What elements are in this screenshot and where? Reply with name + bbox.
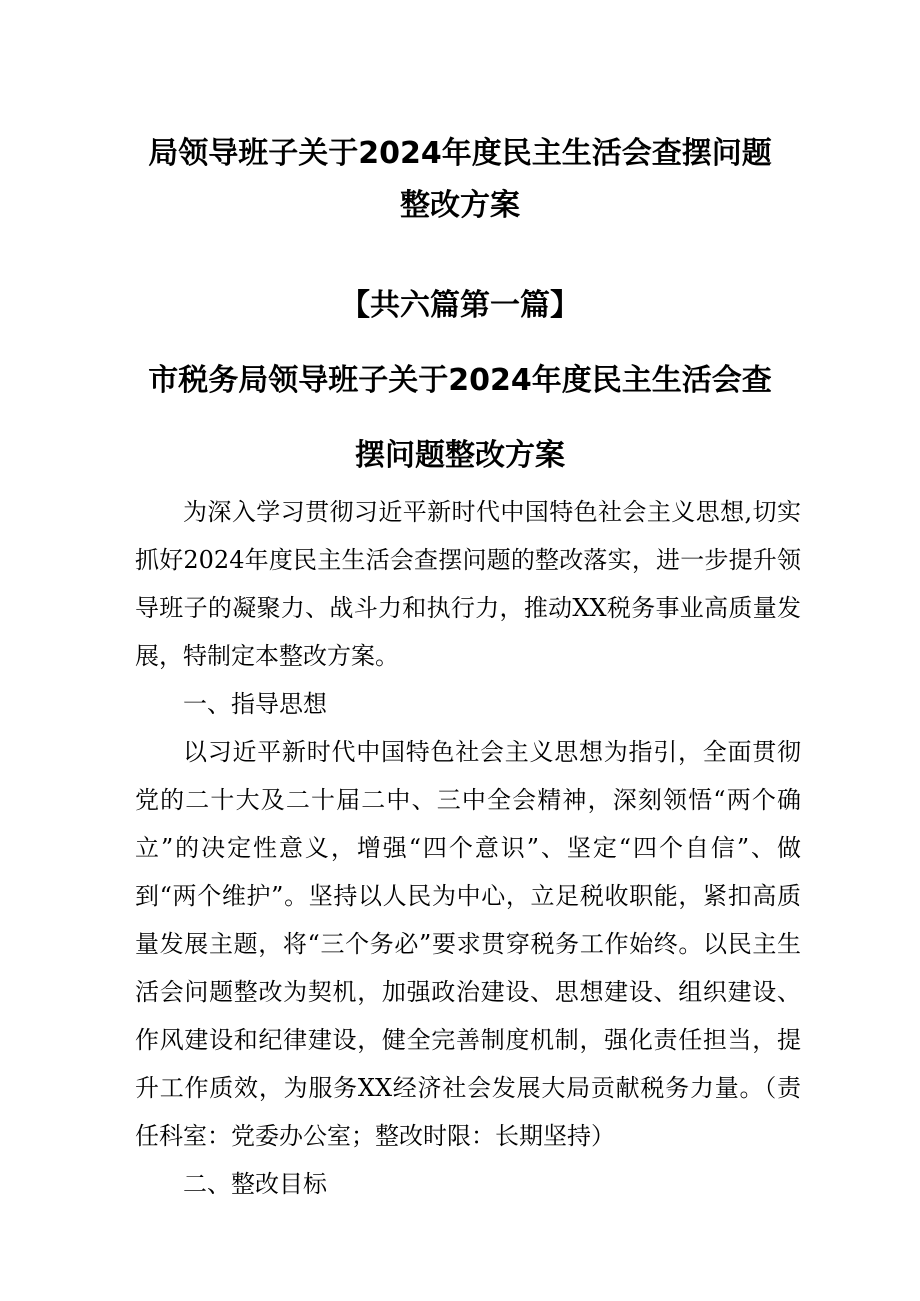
intro-paragraph: 为深入学习贯彻习近平新时代中国特色社会主义思想,切实抓好2024年度民主生活会查摆问题的整改落实，进一步提升领导班子的凝聚力、战斗力和执行力，推动XX税务事业高质量发展，特制定本整改方案。	[135, 498, 801, 670]
series-note: 【共六篇第一篇】	[340, 288, 580, 323]
guiding-ideology-paragraph: 以习近平新时代中国特色社会主义思想为指引，全面贯彻党的二十大及二十届二中、三中全会精神，深刻领悟“两个确立”的决定性意义，增强“四个意识”、坚定“四个自信”、做到“两个维护”。坚持以人民为中心，立足税收职能，紧扣高质量发展主题，将“三个务必”要求贯穿税务工作始终。以民主生活会问题整改为契机，加强政治建设、思想建设、组织建设、作风建设和纪律建设，健全完善制度机制，强化责任担当，提升工作质效，为服务XX经济社会发展大局贡献税务力量。（责任科室：党委办公室；整改时限：长期坚持）	[135, 738, 801, 1150]
document-subtitle-line-1: 市税务局领导班子关于2024年度民主生活会查	[148, 363, 772, 398]
document-title-line-2: 整改方案	[400, 188, 520, 223]
section-heading-guiding-ideology: 一、指导思想	[183, 690, 327, 718]
document-title-line-1: 局领导班子关于2024年度民主生活会查摆问题	[148, 136, 772, 171]
document-subtitle-line-2: 摆问题整改方案	[355, 438, 565, 473]
section-heading-rectification-goals: 二、整改目标	[183, 1170, 327, 1198]
